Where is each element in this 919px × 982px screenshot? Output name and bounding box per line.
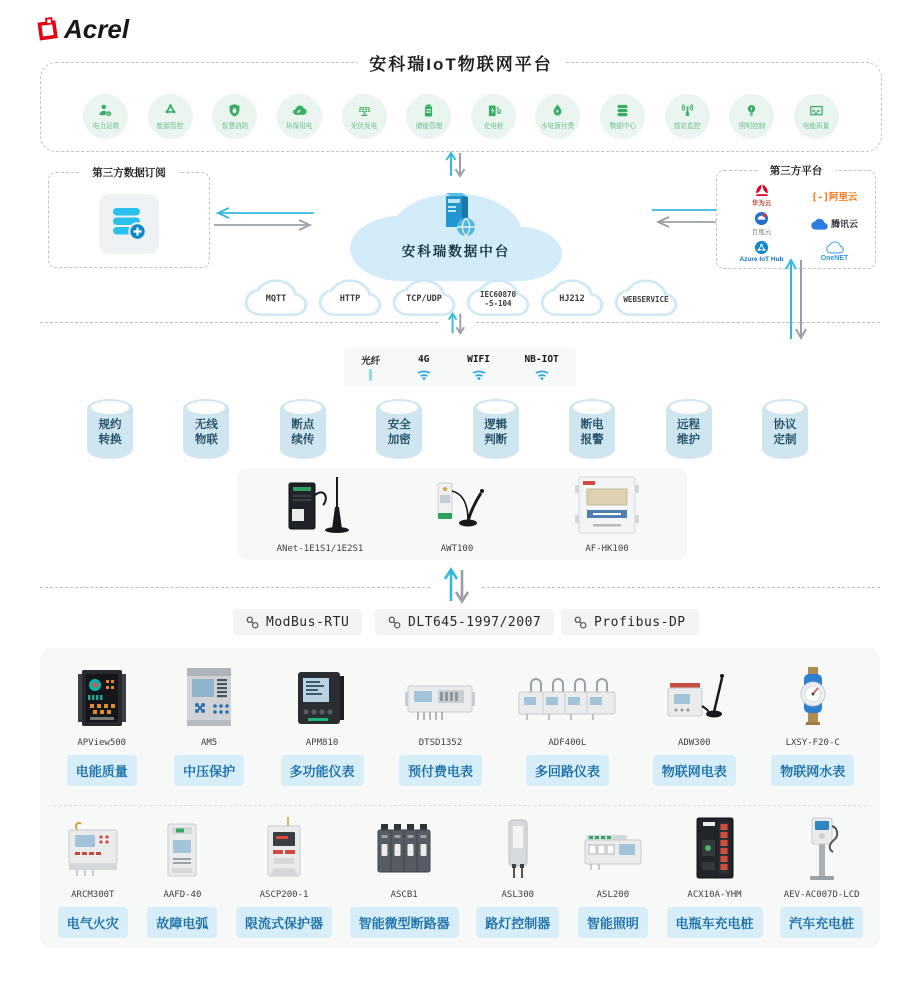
water-drop-bolt-icon [549,102,566,119]
capability-line1: 规约 [98,419,122,431]
capability-line1: 协议 [773,419,797,431]
lxsy-f20-c-image [777,662,849,734]
capability-power-off-alarm [569,399,615,459]
cylinder-top [284,401,322,414]
app-label: 电力运维 [92,123,119,130]
separator-line [40,322,438,323]
left-exchange-arrows [212,206,316,232]
cylinder-top [477,401,515,414]
product-category-pill: 限流式保护器 [236,907,332,938]
adw300-image [658,662,730,734]
product-category-pill: 物联网水表 [771,755,854,786]
app-item-eco-power [277,94,322,139]
dtsd1352-image [404,662,476,734]
app-item-power-ops [83,94,128,139]
vendor-baidu-cloud [752,211,772,236]
brand-name: Acrel [64,14,130,44]
anet-gateway-image [265,473,375,539]
power-ops-icon [97,102,114,119]
waveform-icon [808,102,825,119]
product-aafd-40 [146,814,218,938]
acrel-logo [34,14,129,45]
product-category-pill: 物联网电表 [653,755,736,786]
protocol-label: WEBSERVICE [623,294,669,304]
wifi-icon [415,367,433,380]
bus-protocol-label: ModBus-RTU [266,614,350,630]
asl200-image [577,814,649,886]
product-ascp200-1 [236,814,332,938]
app-label: 智慧消防 [221,123,249,130]
capability-line2: 维护 [677,434,701,446]
vendor-label: 腾讯云 [830,218,858,229]
capability-line2: 定制 [773,434,797,446]
app-item-charging-pile [471,94,516,139]
product-asl300 [476,814,559,938]
subscription-title: 第三方数据订阅 [80,165,178,180]
product-model: ARCM300T [71,890,115,900]
wifi-icon [470,367,488,380]
app-label: 基站监控 [673,123,701,130]
capability-line1: 无线 [194,419,218,431]
protocol-label: TCP/UDP [406,293,442,304]
network-label: 光纤 [361,356,381,367]
product-category-pill: 电瓶车充电桩 [667,907,763,938]
product-model: ADW300 [678,738,711,748]
product-model: LXSY-F20-C [785,738,840,748]
bus-protocol-dlt645 [375,609,554,635]
vendor-label: 华为云 [751,200,772,208]
product-model: ASL300 [501,890,535,900]
app-item-fire-safety [212,94,257,139]
light-bulb-icon [743,102,760,119]
platform-apps-row [41,94,881,139]
capability-breakpoint-resume [280,399,326,459]
product-model: ACX10A-YHM [687,890,742,900]
app-label: 充电桩 [483,123,504,130]
gateway-box [237,468,687,560]
updown-arrow-bottom [438,566,474,604]
acx10a-yhm-image [679,814,751,886]
capability-encryption [376,399,422,459]
app-label: 电能质量 [803,123,830,130]
product-category-pill: 智能微型断路器 [350,907,459,938]
bus-protocol-label: Profibus-DP [594,614,686,630]
products-row-1 [48,662,872,786]
vendor-label: 百度云 [751,228,772,236]
product-category-pill: 智能照明 [578,907,648,938]
products-row-2 [48,814,872,938]
product-adw300 [653,662,736,786]
product-ascb1 [350,814,459,938]
am5-image [173,662,245,734]
updown-arrow-mid [444,311,468,335]
protocol-cloud-http [318,275,382,318]
products-box [40,648,880,948]
capability-line1: 安全 [387,419,411,431]
gateway-model: AF-HK100 [585,544,629,554]
app-label: 数据中心 [609,123,636,130]
app-label: 储能管理 [415,123,442,130]
ascp200-1-image [248,814,320,886]
product-lxsy-f20-c [771,662,854,786]
ascb1-image [368,814,440,886]
vertical-exchange-arrows [784,257,808,341]
cylinder-top [187,401,225,414]
database-icon [614,102,631,119]
capability-custom-protocol [762,399,808,459]
server-icon [432,189,480,239]
app-item-base-station [665,94,710,139]
vendor-onenet [821,240,849,262]
shield-flame-icon [226,102,243,119]
capability-line1: 断电 [580,419,604,431]
protocol-cloud-webservice [614,275,678,318]
app-item-power-quality [794,94,839,139]
app-item-energy-mgmt [148,94,193,139]
subscription-database-tile [99,194,159,254]
gateway-af-hk100 [532,473,682,554]
third-party-title: 第三方平台 [758,163,835,178]
protocol-label: HJ212 [559,293,585,304]
bus-protocol-label: DLT645-1997/2007 [408,614,542,630]
cylinder-top [91,401,129,414]
product-category-pill: 预付费电表 [399,755,482,786]
apview500-image [66,662,138,734]
onenet-logo [826,240,844,254]
capability-line2: 判断 [484,434,508,446]
vendor-grid [725,183,871,264]
app-label: 能源管控 [156,123,184,130]
solar-panel-icon [356,102,373,119]
antenna-icon [679,102,696,119]
gateway-model: ANet-1E1S1/1E2S1 [276,544,364,554]
azure-iot-hub-logo [754,240,769,255]
vendor-huawei-cloud [752,184,772,207]
capability-line2: 加密 [387,434,411,446]
vendor-label: Azure IoT Hub [739,255,784,263]
awt100-gateway-image [402,473,512,539]
capability-line1: 远程 [677,419,701,431]
product-category-pill: 多功能仪表 [281,755,364,786]
product-category-pill: 多回路仪表 [526,755,609,786]
product-model: APM810 [305,738,339,748]
vendor-alibaba-cloud [812,189,858,203]
protocol-label: MQTT [265,293,287,304]
app-label: 照明控制 [738,123,766,130]
product-dtsd1352 [399,662,482,786]
product-category-pill: 故障电弧 [147,907,217,938]
products-divider [54,805,866,806]
alibaba-cloud-logo-text: [-]阿里云 [811,191,858,203]
capability-line2: 物联 [194,434,218,446]
cloud-leaf-icon [291,102,308,119]
network-label: NB-IOT [524,354,559,365]
capability-line2: 续传 [291,434,315,446]
product-model: ADF400L [548,738,587,748]
baidu-cloud-logo [754,211,769,226]
capability-wireless-iot [183,399,229,459]
app-item-solar-pv [342,94,387,139]
capability-protocol-conversion [87,399,133,459]
capabilities-row [87,399,808,459]
product-model: DTSD1352 [418,738,463,748]
updown-arrow-top [441,150,469,178]
apm810-image [286,662,358,734]
product-category-pill: 电气火灾 [58,907,128,938]
database-add-icon [109,204,149,244]
protocol-label-line2: -5-104 [484,299,512,308]
gateway-anet [245,473,395,554]
gateway-model: AWT100 [440,544,474,554]
product-category-pill: 中压保护 [174,755,244,786]
separator-line [476,322,880,323]
link-icon [574,616,587,629]
app-item-prepaid-utility [535,94,580,139]
network-label: WIFI [467,354,490,365]
product-model: AM5 [200,738,218,748]
cloud-label: 安科瑞数据中台 [401,244,511,259]
capability-remote-maintenance [666,399,712,459]
bus-protocol-profibus [561,609,699,635]
product-category-pill: 路灯控制器 [476,907,559,938]
data-platform-cloud [350,180,562,284]
cylinder-top [573,401,611,414]
product-category-pill: 汽车充电桩 [780,907,863,938]
separator-line [482,587,880,588]
capability-line2: 转换 [98,434,122,446]
aafd-40-image [146,814,218,886]
product-asl200 [577,814,649,938]
vendor-azure-iot-hub [739,240,783,263]
vendor-label: OneNET [820,255,849,263]
battery-icon [420,102,437,119]
third-party-box [716,165,876,269]
app-item-lighting-control [729,94,774,139]
arcm300t-image [57,814,129,886]
link-icon [246,616,259,629]
huawei-cloud-logo [754,184,770,197]
capability-line1: 逻辑 [484,419,508,431]
aev-ac007d-lcd-image [786,814,858,886]
protocol-cloud-iec60870 [466,275,530,318]
tencent-cloud-logo [811,217,828,230]
ev-charger-icon [485,102,502,119]
product-category-pill: 电能质量 [67,755,137,786]
platform-box [40,55,882,152]
app-label: 水电预付费 [541,123,575,130]
network-label: 4G [417,354,430,365]
protocol-cloud-mqtt [244,275,308,318]
separator-line [40,587,430,588]
cylinder-top [766,401,804,414]
protocol-cloud-hj212 [540,275,604,318]
product-model: ASL200 [596,890,630,900]
recycle-icon [162,102,179,119]
product-model: ASCB1 [390,890,418,900]
product-model: ASCP200-1 [259,890,309,900]
product-acx10a-yhm [667,814,763,938]
af-hk100-gateway-image [552,473,662,539]
subscription-box [48,167,210,268]
network-item-fiber [361,353,380,381]
network-item-nbiot [524,354,558,380]
app-item-energy-storage [406,94,451,139]
product-arcm300t [57,814,129,938]
protocol-label: HTTP [339,293,361,304]
fiber-icon [369,369,372,381]
capability-line1: 断点 [291,419,315,431]
network-item-4g [415,354,433,380]
vendor-tencent-cloud [811,217,858,230]
network-item-wifi [467,354,490,380]
product-apview500 [66,662,138,786]
cylinder-top [380,401,418,414]
bus-protocol-modbus [233,609,362,635]
app-item-data-center [600,94,645,139]
acrel-logo-icon [34,16,61,43]
product-aev-ac007d-lcd [780,814,863,938]
product-model: AAFD-40 [163,890,202,900]
product-model: AEV-AC007D-LCD [783,890,860,900]
capability-logic-judgement [473,399,519,459]
product-model: APView500 [77,738,127,748]
cylinder-top [670,401,708,414]
product-adf400l [517,662,617,786]
app-label: 环保用电 [286,123,313,130]
app-label: 光伏发电 [350,123,378,130]
capability-line2: 报警 [580,434,604,446]
asl300-image [482,814,554,886]
link-icon [388,616,401,629]
gateway-awt100 [382,473,532,554]
network-types-box [344,347,576,387]
product-apm810 [281,662,364,786]
wifi-icon [533,367,551,380]
protocol-label-line1: IEC60870 [479,290,517,299]
platform-title: 安科瑞IoT物联网平台 [357,50,565,75]
adf400l-image [517,662,617,734]
product-am5 [173,662,245,786]
